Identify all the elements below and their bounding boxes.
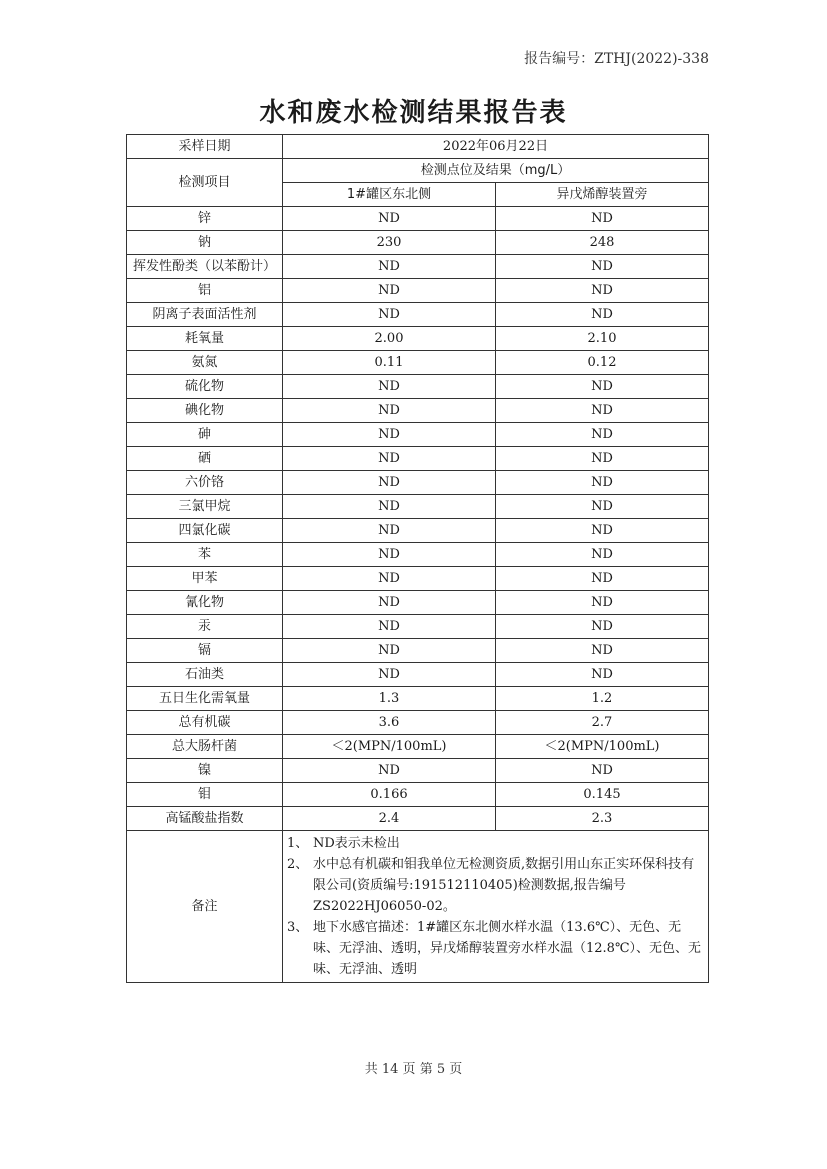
table-row [127,279,709,303]
table-row [127,471,709,495]
test-item-cell: 挥发性酚类（以苯酚计） [127,255,283,279]
points-header: 检测点位及结果（mg/L） [283,159,709,183]
table-row [127,255,709,279]
point-b-value: ND [496,207,709,231]
table-row [127,447,709,471]
remarks-content [283,831,709,983]
point-b-value: 2.3 [496,807,709,831]
test-item-cell: 钼 [127,783,283,807]
results-table-body [127,135,709,831]
point-b-value: ND [496,567,709,591]
point-b-value: ND [496,543,709,567]
point-a-value: ND [283,615,496,639]
point-b-value: 2.7 [496,711,709,735]
test-item-cell: 总大肠杆菌 [127,735,283,759]
remark-text: ND表示未检出 [313,836,400,851]
table-row [127,303,709,327]
test-item-cell: 三氯甲烷 [127,495,283,519]
test-item-cell: 汞 [127,615,283,639]
point-b-value: ND [496,375,709,399]
point-b-value: ND [496,279,709,303]
remark-number: 3、 [287,920,309,935]
test-item-cell: 阴离子表面活性剂 [127,303,283,327]
point-a-header: 1#罐区东北侧 [283,183,496,207]
point-a-value: ND [283,255,496,279]
point-a-value: ND [283,375,496,399]
point-b-value: ND [496,255,709,279]
point-b-value: ＜2(MPN/100mL) [496,735,709,759]
document-title: 水和废水检测结果报告表 [259,98,568,128]
table-row [127,687,709,711]
point-a-value: 2.4 [283,807,496,831]
test-item-cell: 苯 [127,543,283,567]
remark-number: 2、 [287,857,309,872]
point-b-value: ND [496,519,709,543]
test-item-cell: 锌 [127,207,283,231]
test-item-cell: 铝 [127,279,283,303]
point-a-value: ND [283,279,496,303]
point-b-header: 异戊烯醇装置旁 [496,183,709,207]
test-item-cell: 镉 [127,639,283,663]
point-a-value: ND [283,591,496,615]
report-number: 报告编号：ZTHJ(2022)-338 [524,51,709,67]
table-row [127,735,709,759]
point-a-value: ND [283,519,496,543]
table-row [127,591,709,615]
point-a-value: ND [283,447,496,471]
remark-text: 地下水感官描述：1#罐区东北侧水样水温（13.6℃）、无色、无味、无浮油、透明，异戊烯醇装置旁水样水温（12.8℃）、无色、无味、无浮油、透明 [313,920,701,977]
test-item-cell: 五日生化需氧量 [127,687,283,711]
point-a-value: ND [283,423,496,447]
table-row [127,639,709,663]
test-item-cell: 总有机碳 [127,711,283,735]
item-column-header: 检测项目 [127,159,283,207]
table-row [127,399,709,423]
table-row [127,567,709,591]
point-b-value: ND [496,399,709,423]
test-item-cell: 镍 [127,759,283,783]
table-row [127,711,709,735]
point-b-value: ND [496,447,709,471]
test-item-cell: 硫化物 [127,375,283,399]
table-row [127,807,709,831]
results-table [126,134,709,983]
remark-item [287,854,704,917]
table-row [127,519,709,543]
remark-item [287,917,704,980]
point-b-value: 248 [496,231,709,255]
point-b-value: ND [496,495,709,519]
point-b-value: 2.10 [496,327,709,351]
point-a-value: ND [283,471,496,495]
test-item-cell: 氰化物 [127,591,283,615]
test-item-cell: 钠 [127,231,283,255]
table-row [127,495,709,519]
point-b-value: 1.2 [496,687,709,711]
point-b-value: 0.145 [496,783,709,807]
table-row [127,759,709,783]
point-b-value: ND [496,759,709,783]
remarks-section [127,831,709,983]
point-a-value: ND [283,543,496,567]
test-item-cell: 氨氮 [127,351,283,375]
point-b-value: ND [496,303,709,327]
table-row [127,207,709,231]
point-a-value: ND [283,495,496,519]
point-b-value: ND [496,615,709,639]
remarks-row [127,831,709,983]
page-footer: 共 14 页 第 5 页 [364,1062,463,1077]
test-item-cell: 耗氧量 [127,327,283,351]
table-row [127,375,709,399]
point-b-value: ND [496,663,709,687]
point-a-value: 3.6 [283,711,496,735]
header-row-points [127,159,709,183]
remark-number: 1、 [287,836,309,851]
test-item-cell: 砷 [127,423,283,447]
test-item-cell: 高锰酸盐指数 [127,807,283,831]
point-a-value: ND [283,759,496,783]
test-item-cell: 硒 [127,447,283,471]
point-a-value: ND [283,207,496,231]
sampling-date-label: 采样日期 [127,135,283,159]
point-a-value: 0.166 [283,783,496,807]
point-a-value: ND [283,639,496,663]
sampling-date-value: 2022年06月22日 [283,135,709,159]
point-a-value: 230 [283,231,496,255]
table-row [127,663,709,687]
table-row [127,231,709,255]
table-row [127,783,709,807]
point-a-value: ND [283,663,496,687]
point-b-value: 0.12 [496,351,709,375]
table-row [127,327,709,351]
remark-item [287,833,704,854]
test-item-cell: 石油类 [127,663,283,687]
point-a-value: ＜2(MPN/100mL) [283,735,496,759]
point-a-value: ND [283,567,496,591]
point-b-value: ND [496,471,709,495]
point-a-value: ND [283,303,496,327]
table-row [127,543,709,567]
remark-text: 水中总有机碳和钼我单位无检测资质,数据引用山东正实环保科技有限公司(资质编号:191512110405)检测数据,报告编号ZS2022HJ06050-02。 [313,857,695,914]
point-a-value: 2.00 [283,327,496,351]
remarks-label: 备注 [127,831,283,983]
point-a-value: 0.11 [283,351,496,375]
point-a-value: ND [283,399,496,423]
table-row [127,615,709,639]
point-b-value: ND [496,423,709,447]
table-row [127,423,709,447]
point-a-value: 1.3 [283,687,496,711]
sampling-date-row [127,135,709,159]
test-item-cell: 四氯化碳 [127,519,283,543]
point-b-value: ND [496,639,709,663]
table-row [127,351,709,375]
point-b-value: ND [496,591,709,615]
test-item-cell: 甲苯 [127,567,283,591]
test-item-cell: 碘化物 [127,399,283,423]
test-item-cell: 六价铬 [127,471,283,495]
